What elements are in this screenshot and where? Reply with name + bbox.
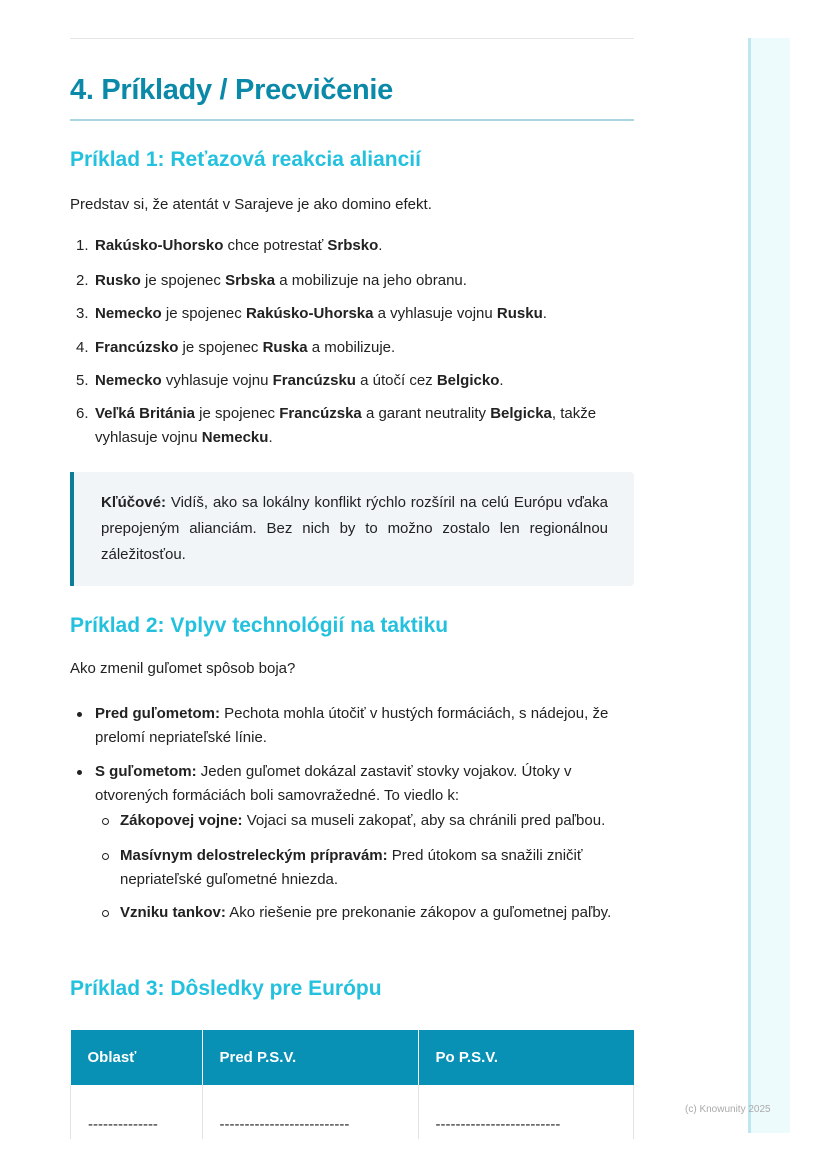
- list-item: 1. Rakúsko-Uhorsko chce potrestať Srbsko.: [70, 234, 634, 258]
- side-panel: [748, 38, 790, 1133]
- sub-list-item: Vzniku tankov: Ako riešenie pre prekonanie zákopov a guľometnej paľby.: [70, 901, 634, 925]
- list-number: 2.: [76, 272, 89, 289]
- circle-bullet-icon: [102, 910, 109, 917]
- list-item: Pred guľometom: Pechota mohla útočiť v hustých formáciách, s nádejou, že prelomí nepriateľské línie.: [70, 702, 634, 750]
- table-cell: -------------------------: [418, 1085, 634, 1139]
- list-number: 4.: [76, 339, 89, 356]
- bullet-icon: [77, 712, 82, 717]
- table-cell: --------------------------: [202, 1085, 418, 1139]
- copyright: (c) Knowunity 2025: [685, 1104, 771, 1115]
- list-number: 1.: [76, 237, 89, 254]
- list-item: S guľometom: Jeden guľomet dokázal zastaviť stovky vojakov. Útoky v otvorených formáciách boli samovražedné. To viedlo k:: [70, 760, 634, 808]
- list-number: 3.: [76, 305, 89, 322]
- example2-intro: Ako zmenil guľomet spôsob boja?: [70, 660, 296, 677]
- list-item: 3. Nemecko je spojenec Rakúsko-Uhorska a vyhlasuje vojnu Rusku.: [70, 302, 634, 326]
- key-callout: [70, 472, 634, 586]
- list-item: 4. Francúzsko je spojenec Ruska a mobilizuje.: [70, 336, 634, 360]
- table-cell: --------------: [71, 1085, 203, 1139]
- list-item: 2. Rusko je spojenec Srbska a mobilizuje na jeho obranu.: [70, 269, 634, 293]
- sub-list-item: Zákopovej vojne: Vojaci sa museli zakopať, aby sa chránili pred paľbou.: [70, 809, 634, 833]
- sub-list-item: Masívnym delostreleckým prípravám: Pred útokom sa snažili zničiť nepriateľské guľometné hniezda.: [70, 844, 634, 892]
- example2-heading: Príklad 2: Vplyv technológií na taktiku: [70, 614, 449, 637]
- list-item: 6. Veľká Británia je spojenec Francúzska a garant neutrality Belgicka, takže vyhlasuje vojnu Nemecku.: [70, 402, 634, 450]
- example1-intro: Predstav si, že atentát v Sarajeve je ako domino efekt.: [70, 196, 432, 213]
- column-header: Pred P.S.V.: [202, 1030, 418, 1085]
- callout-text: Kľúčové: Vidíš, ako sa lokálny konflikt rýchlo rozšíril na celú Európu vďaka prepojeným alianciám. Bez nich by to možno zostalo len regionálnou záležitosťou.: [101, 494, 608, 563]
- example1-heading: Príklad 1: Reťazová reakcia aliancií: [70, 148, 421, 171]
- column-header: Po P.S.V.: [418, 1030, 634, 1085]
- circle-bullet-icon: [102, 818, 109, 825]
- column-header: Oblasť: [71, 1030, 203, 1085]
- table-header-row: [71, 1030, 634, 1085]
- list-number: 6.: [76, 405, 89, 422]
- title-underline: [70, 119, 634, 121]
- list-number: 5.: [76, 372, 89, 389]
- bullet-icon: [77, 770, 82, 775]
- section-title: 4. Príklady / Precvičenie: [70, 74, 393, 106]
- example3-heading: Príklad 3: Dôsledky pre Európu: [70, 977, 382, 1000]
- comparison-table: [70, 1030, 634, 1139]
- callout-label: Kľúčové:: [101, 494, 166, 511]
- top-divider: [70, 38, 634, 39]
- table-row: [71, 1085, 634, 1139]
- list-item: 5. Nemecko vyhlasuje vojnu Francúzsku a útočí cez Belgicko.: [70, 369, 634, 393]
- circle-bullet-icon: [102, 853, 109, 860]
